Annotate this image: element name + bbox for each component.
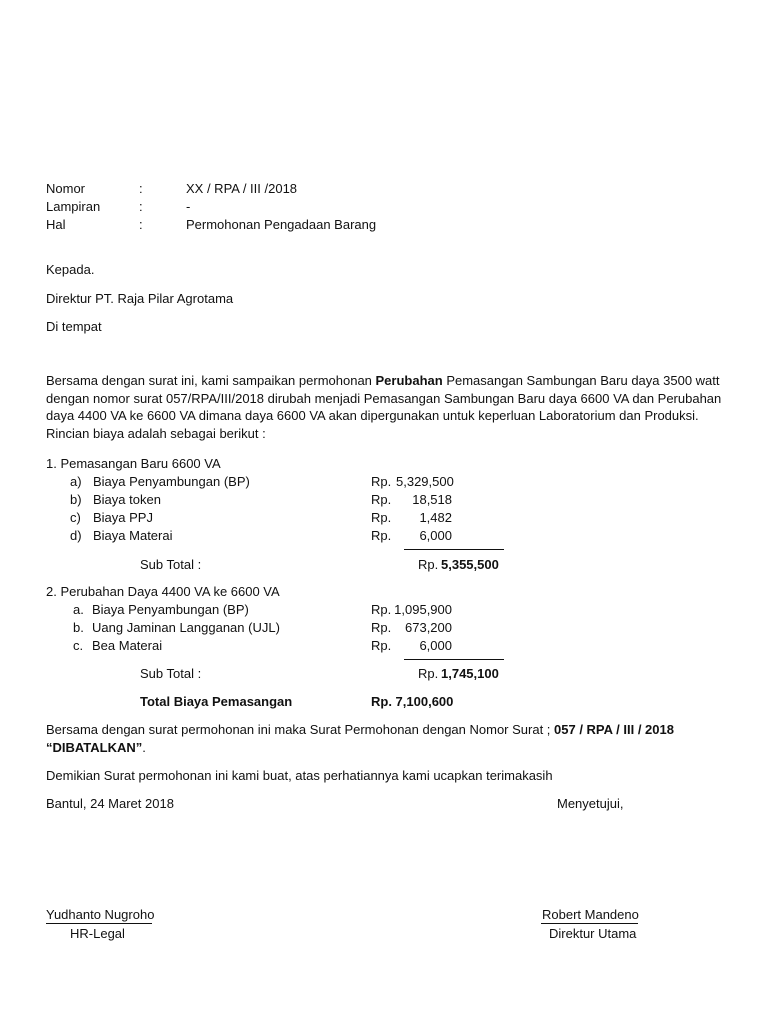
section1-item-label: Biaya token bbox=[93, 492, 161, 507]
section2-item-marker: b. bbox=[73, 620, 84, 635]
hal-separator: : bbox=[139, 217, 143, 232]
section1-item-label: Biaya Penyambungan (BP) bbox=[93, 474, 250, 489]
hal-value: Permohonan Pengadaan Barang bbox=[186, 217, 377, 232]
section1-item-amount: 6,000 bbox=[419, 528, 452, 543]
closing-text: Demikian Surat permohonan ini kami buat, atas perhatiannya kami ucapkan terimakasih bbox=[46, 768, 553, 783]
lampiran-separator: : bbox=[139, 199, 143, 214]
cancel-letter-number: 057 / RPA / III / 2018 bbox=[554, 722, 674, 737]
nomor-separator: : bbox=[139, 181, 143, 196]
signatory-right-name: Robert Mandeno bbox=[542, 907, 639, 922]
section2-title: 2. Perubahan Daya 4400 VA ke 6600 VA bbox=[46, 584, 280, 599]
section1-subtotal-label: Sub Total : bbox=[140, 557, 202, 572]
section1-item-label: Biaya PPJ bbox=[93, 510, 153, 525]
section1-subtotal-amount: 5,355,500 bbox=[441, 557, 499, 572]
signature-left-rule bbox=[46, 923, 152, 924]
hal-label: Hal bbox=[46, 217, 66, 232]
cancel-line-2-rest: . bbox=[142, 739, 146, 755]
section1-item-amount: 5,329,500 bbox=[396, 474, 454, 489]
place-date: Bantul, 24 Maret 2018 bbox=[46, 796, 174, 811]
section2-item-label: Bea Materai bbox=[92, 638, 163, 653]
intro-paragraph bbox=[46, 372, 726, 442]
intro-line-4: Rincian biaya adalah sebagai berikut : bbox=[46, 425, 266, 441]
signatory-left-title: HR-Legal bbox=[70, 926, 125, 941]
intro-line-1-rest: Pemasangan Sambungan Baru daya 3500 watt bbox=[442, 373, 720, 388]
approval-label: Menyetujui, bbox=[557, 796, 624, 811]
intro-line-3: daya 4400 VA ke 6600 VA dimana daya 6600 VA akan dipergunakan untuk keperluan Laboratorium dan Produksi. bbox=[46, 408, 699, 423]
signature-right-rule bbox=[541, 923, 638, 924]
section1-item-currency: Rp. bbox=[371, 510, 392, 525]
intro-line-2: dengan nomor surat 057/RPA/III/2018 dirubah menjadi Pemasangan Sambungan Baru daya 6600 VA dan Perubahan bbox=[46, 390, 722, 406]
section1-item-label: Biaya Materai bbox=[93, 528, 173, 543]
section2-item-amount: 6,000 bbox=[419, 638, 452, 653]
cancel-line-2 bbox=[46, 739, 726, 757]
signatory-left-name: Yudhanto Nugroho bbox=[46, 907, 155, 922]
cancel-line-1 bbox=[46, 721, 726, 739]
section2-subtotal-amount: 1,745,100 bbox=[441, 666, 499, 681]
nomor-label: Nomor bbox=[46, 181, 86, 196]
section1-item-amount: 1,482 bbox=[419, 510, 452, 525]
section2-item-currency: Rp. bbox=[371, 638, 392, 653]
section1-subtotal-currency: Rp. bbox=[418, 557, 439, 572]
section1-item-currency: Rp. bbox=[371, 474, 392, 489]
section1-item-marker: a) bbox=[70, 474, 82, 489]
section1-item-amount: 18,518 bbox=[412, 492, 452, 507]
intro-line-1-bold: Perubahan bbox=[375, 373, 443, 388]
section2-subtotal-rule bbox=[404, 659, 504, 660]
section1-item-currency: Rp. bbox=[371, 528, 392, 543]
cancel-paragraph bbox=[46, 721, 726, 756]
section1-title: 1. Pemasangan Baru 6600 VA bbox=[46, 456, 221, 471]
recipient-place: Di tempat bbox=[46, 319, 102, 334]
section2-item-marker: a. bbox=[73, 602, 84, 617]
section1-item-marker: c) bbox=[70, 510, 81, 525]
recipient-name: Direktur PT. Raja Pilar Agrotama bbox=[46, 291, 234, 306]
section2-subtotal-label: Sub Total : bbox=[140, 666, 202, 681]
section1-item-currency: Rp. bbox=[371, 492, 392, 507]
section1-subtotal-rule bbox=[404, 549, 504, 550]
section2-subtotal-currency: Rp. bbox=[418, 666, 439, 681]
total-value: Rp. 7,100,600 bbox=[371, 694, 454, 709]
lampiran-label: Lampiran bbox=[46, 199, 101, 214]
nomor-value: XX / RPA / III /2018 bbox=[186, 181, 298, 196]
section2-item-currency: Rp. bbox=[371, 620, 392, 635]
intro-line-1 bbox=[46, 372, 726, 390]
intro-line-1-text: Bersama dengan surat ini, kami sampaikan permohonan bbox=[46, 373, 376, 388]
section2-item-label: Uang Jaminan Langganan (UJL) bbox=[92, 620, 280, 635]
signatory-right-title: Direktur Utama bbox=[549, 926, 637, 941]
cancel-line-1-text: Bersama dengan surat permohonan ini maka Surat Permohonan dengan Nomor Surat ; bbox=[46, 722, 555, 737]
section2-item-marker: c. bbox=[73, 638, 84, 653]
section1-item-marker: d) bbox=[70, 528, 82, 543]
section2-item-label: Biaya Penyambungan (BP) bbox=[92, 602, 249, 617]
section2-item-amount: 673,200 bbox=[405, 620, 452, 635]
total-label: Total Biaya Pemasangan bbox=[140, 694, 293, 709]
section2-item-amount: 1,095,900 bbox=[394, 602, 452, 617]
recipient-kepada: Kepada. bbox=[46, 262, 95, 277]
lampiran-value: - bbox=[186, 199, 191, 214]
section2-item-currency: Rp. bbox=[371, 602, 392, 617]
cancel-status: “DIBATALKAN” bbox=[46, 739, 143, 755]
section1-item-marker: b) bbox=[70, 492, 82, 507]
